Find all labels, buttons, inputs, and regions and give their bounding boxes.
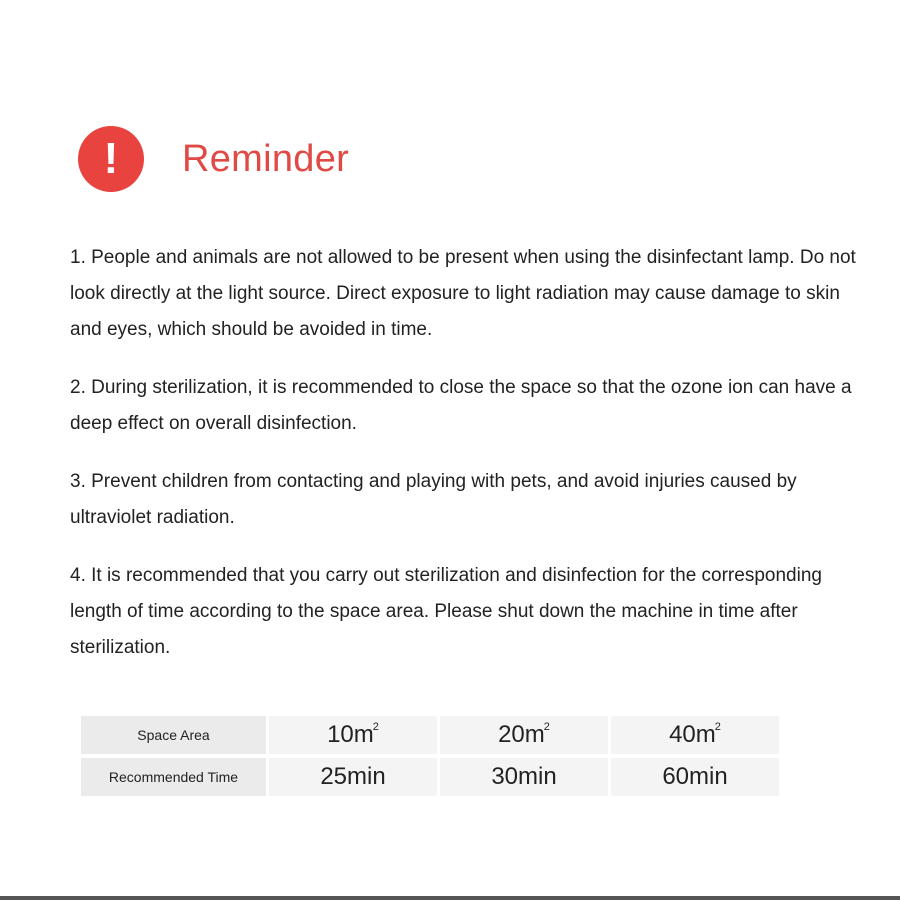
area-time-table <box>78 712 782 800</box>
area-cell-2 <box>440 716 608 754</box>
time-cell-2: 30min <box>440 758 608 796</box>
area-value-1: 10 <box>327 721 354 748</box>
note-1: 1. People and animals are not allowed to be present when using the disinfectant lamp. Do not look directly at the light source. Direct exposure to light radiation may cause damage to skin and eyes, which should be avoided in time. <box>70 247 856 340</box>
area-value-3: 40 <box>669 721 696 748</box>
area-unit-sup: 2 <box>543 721 550 733</box>
time-cell-1: 25min <box>269 758 437 796</box>
reminder-notes <box>70 240 870 688</box>
area-unit: m <box>353 721 374 748</box>
recommended-time-label: Recommended Time <box>81 758 266 796</box>
reminder-header <box>78 124 349 194</box>
exclamation-icon <box>78 126 144 192</box>
bottom-divider <box>0 896 900 900</box>
area-unit: m <box>524 721 545 748</box>
space-area-row <box>81 716 779 754</box>
area-cell-3 <box>611 716 779 754</box>
recommended-time-row <box>81 758 779 796</box>
page-title: Reminder <box>182 137 350 180</box>
area-unit: m <box>695 721 716 748</box>
area-value-2: 20 <box>498 721 525 748</box>
note-4: 4. It is recommended that you carry out sterilization and disinfection for the corresponding length of time according to the space area. Please shut down the machine in time after sterilization. <box>70 565 822 658</box>
area-unit-sup: 2 <box>372 721 379 733</box>
area-cell-1 <box>269 716 437 754</box>
exclamation-glyph: ! <box>103 134 119 183</box>
note-2: 2. During sterilization, it is recommended to close the space so that the ozone ion can have a deep effect on overall disinfection. <box>70 377 852 434</box>
note-3: 3. Prevent children from contacting and playing with pets, and avoid injuries caused by ultraviolet radiation. <box>70 471 797 528</box>
area-unit-sup: 2 <box>714 721 721 733</box>
space-area-label: Space Area <box>81 716 266 754</box>
time-cell-3: 60min <box>611 758 779 796</box>
